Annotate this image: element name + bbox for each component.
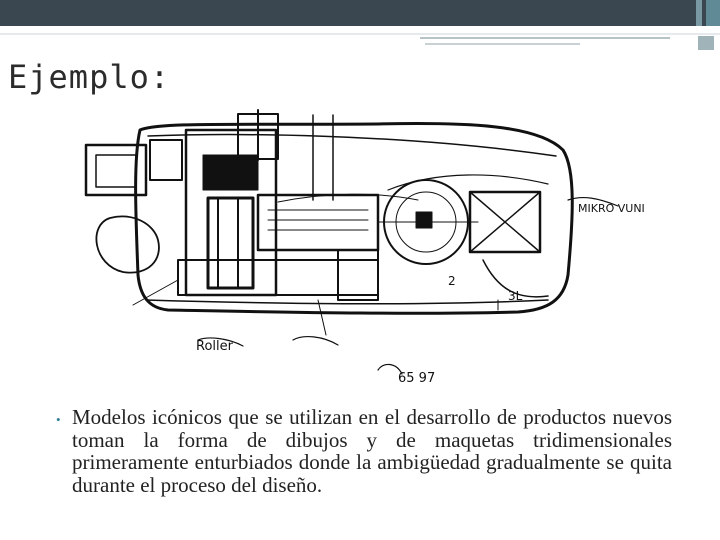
header-bar-accent-2 <box>706 0 720 26</box>
bullet-list <box>56 406 672 496</box>
header-decorative-lines <box>0 30 720 50</box>
bullet-icon: • <box>56 412 61 427</box>
sketch-annotation-mikro: MIKRO VUNI <box>578 202 645 215</box>
sketch-annotation-3l: 3L <box>508 289 523 303</box>
product-sketch-image <box>78 100 645 395</box>
page-title: Ejemplo: <box>8 58 171 96</box>
bullet-item <box>56 406 672 496</box>
bullet-text: Modelos icónicos que se utilizan en el desarrollo de productos nuevos toman la forma de dibujos y de maquetas tridimensionales primeramente enturbiados donde la ambigüedad gradualmente se quita durante el proceso del diseño. <box>72 405 672 497</box>
header-bar-dark <box>0 0 720 26</box>
header-bar-accent-1 <box>696 0 702 26</box>
header-bar <box>0 0 720 26</box>
sketch-annotation-2: 2 <box>448 274 456 288</box>
sketch-annotation-roller: Roller <box>196 339 233 354</box>
sketch-annotation-number: 65 97 <box>398 371 436 386</box>
